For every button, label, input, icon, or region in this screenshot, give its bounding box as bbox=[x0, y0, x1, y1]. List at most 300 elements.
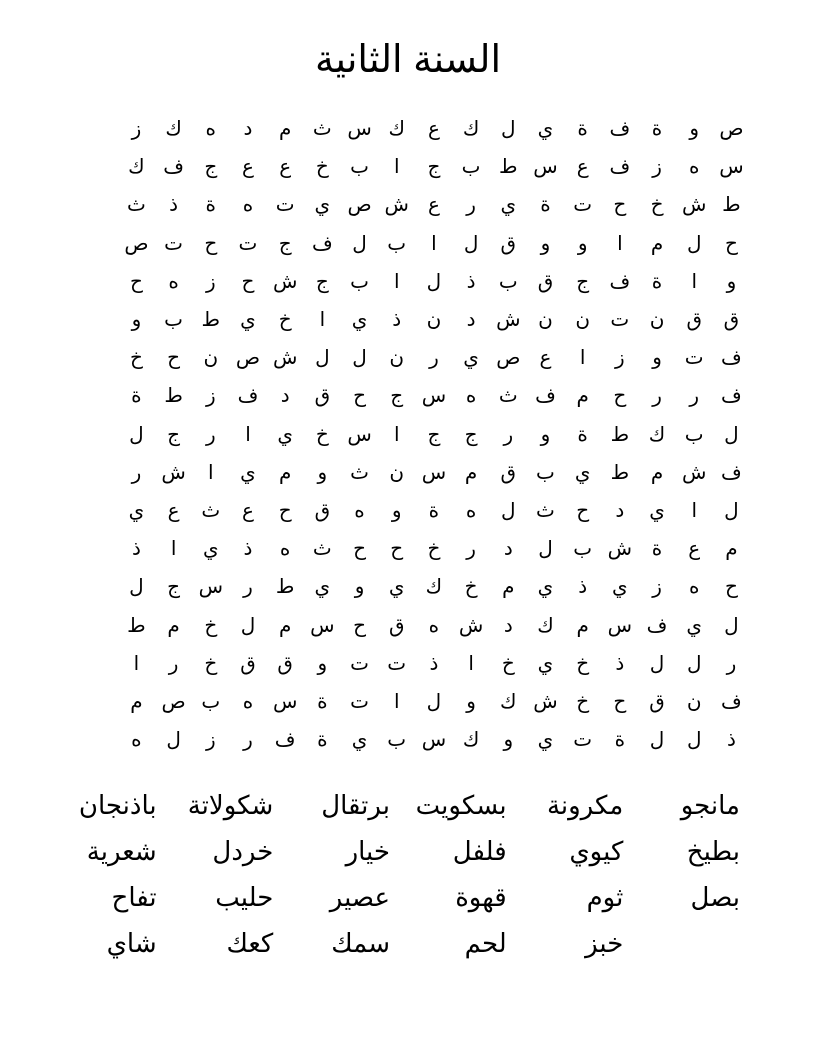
grid-letter: ج bbox=[204, 156, 218, 179]
grid-letter: ق bbox=[240, 652, 256, 675]
grid-letter: ش bbox=[607, 538, 633, 561]
grid-letter: ش bbox=[533, 690, 558, 713]
grid-letter: ز bbox=[205, 729, 216, 752]
grid-letter: و bbox=[391, 499, 402, 522]
grid-letter: ا bbox=[691, 270, 697, 293]
grid-letter: ر bbox=[429, 347, 439, 370]
grid-letter: و bbox=[652, 347, 662, 370]
grid-letter: ة bbox=[614, 729, 626, 752]
word-item: كيوي bbox=[569, 836, 624, 866]
grid-letter: ل bbox=[724, 423, 739, 446]
grid-letter: ج bbox=[390, 385, 404, 408]
grid-letter: ن bbox=[203, 347, 219, 370]
grid-letter: ن bbox=[575, 309, 590, 332]
grid-letter: ي bbox=[388, 576, 405, 599]
grid-letter: س bbox=[421, 461, 447, 484]
grid-letter: ز bbox=[205, 385, 216, 408]
grid-letter: س bbox=[272, 690, 298, 713]
word-item: عصير bbox=[329, 882, 390, 912]
grid-letter: خ bbox=[204, 614, 218, 637]
grid-letter: ع bbox=[242, 499, 254, 522]
grid-letter: خ bbox=[501, 652, 515, 675]
grid-letter: ج bbox=[278, 232, 292, 255]
grid-letter: ط bbox=[201, 309, 221, 332]
grid-letter: د bbox=[243, 118, 253, 141]
word-row bbox=[40, 920, 740, 966]
grid-letter: د bbox=[615, 499, 625, 522]
grid-letter: ق bbox=[314, 499, 331, 522]
grid-letter: و bbox=[503, 729, 514, 752]
grid-letter: ت bbox=[387, 652, 407, 675]
grid-row bbox=[80, 530, 750, 568]
grid-letter: ق bbox=[314, 385, 331, 408]
grid-row bbox=[80, 568, 750, 606]
grid-letter: ن bbox=[426, 309, 442, 332]
grid-letter: ا bbox=[208, 461, 214, 484]
grid-letter: ل bbox=[649, 652, 665, 675]
grid-letter: ش bbox=[161, 461, 186, 484]
grid-letter: خ bbox=[278, 309, 292, 332]
grid-letter: ه bbox=[688, 576, 700, 599]
grid-letter: ب bbox=[387, 729, 407, 752]
grid-letter: و bbox=[577, 232, 588, 255]
word-row bbox=[40, 782, 740, 828]
word-item: خبز bbox=[585, 928, 624, 958]
grid-letter: د bbox=[280, 385, 290, 408]
grid-letter: ه bbox=[242, 194, 254, 217]
grid-letter: ي bbox=[537, 652, 554, 675]
word-item: فلفل bbox=[452, 836, 507, 866]
word-item: مكرونة bbox=[546, 790, 624, 820]
word-item: تفاح bbox=[111, 882, 157, 912]
grid-letter: م bbox=[502, 576, 515, 599]
grid-letter: ث bbox=[312, 538, 332, 561]
grid-letter: ر bbox=[689, 385, 700, 408]
grid-letter: ه bbox=[242, 690, 254, 713]
grid-letter: ا bbox=[319, 309, 326, 332]
grid-letter: ذ bbox=[726, 729, 736, 752]
word-item: شاي bbox=[106, 928, 157, 958]
grid-letter: ه bbox=[428, 614, 440, 637]
grid-letter: ش bbox=[682, 194, 707, 217]
grid-letter: ذ bbox=[169, 194, 179, 217]
word-item: حليب bbox=[215, 882, 274, 912]
grid-letter: ث bbox=[498, 385, 518, 408]
grid-letter: د bbox=[503, 614, 513, 637]
word-list bbox=[40, 782, 740, 966]
grid-letter: ر bbox=[466, 194, 476, 217]
grid-letter: ا bbox=[393, 423, 400, 446]
grid-letter: ل bbox=[166, 729, 181, 752]
grid-letter: ر bbox=[466, 538, 476, 561]
grid-letter: ث bbox=[126, 194, 146, 217]
grid-letter: خ bbox=[576, 690, 590, 713]
grid-letter: س bbox=[607, 614, 633, 637]
grid-letter: ن bbox=[538, 309, 553, 332]
grid-letter: ب bbox=[164, 309, 183, 332]
grid-letter: ف bbox=[274, 729, 296, 752]
grid-letter: ة bbox=[577, 423, 588, 446]
grid-letter: ذ bbox=[578, 576, 588, 599]
grid-letter: د bbox=[466, 309, 476, 332]
grid-letter: ك bbox=[425, 576, 443, 599]
grid-letter: ص bbox=[719, 118, 744, 141]
grid-letter: ل bbox=[315, 347, 330, 370]
grid-letter: ج bbox=[167, 576, 181, 599]
grid-letter: ح bbox=[353, 538, 366, 561]
grid-letter: م bbox=[278, 614, 292, 637]
grid-letter: ب bbox=[498, 270, 518, 293]
grid-letter: ث bbox=[536, 499, 555, 522]
grid-letter: ي bbox=[537, 118, 554, 141]
grid-row bbox=[80, 225, 750, 263]
grid-letter: ق bbox=[388, 614, 405, 637]
grid-letter: ي bbox=[351, 309, 368, 332]
grid-letter: م bbox=[576, 385, 589, 408]
grid-letter: ن bbox=[389, 461, 405, 484]
grid-letter: ر bbox=[131, 461, 142, 484]
grid-letter: و bbox=[726, 270, 737, 293]
grid-letter: ك bbox=[537, 614, 554, 637]
grid-letter: ل bbox=[686, 652, 702, 675]
grid-letter: ة bbox=[577, 118, 588, 141]
word-item: بطيخ bbox=[686, 836, 740, 866]
grid-letter: ي bbox=[686, 614, 703, 637]
grid-letter: ة bbox=[651, 538, 663, 561]
grid-letter: ة bbox=[428, 499, 440, 522]
grid-letter: ف bbox=[311, 232, 333, 255]
page-title: السنة الثانية bbox=[314, 39, 502, 81]
grid-letter: ة bbox=[317, 729, 328, 752]
grid-letter: ة bbox=[317, 690, 328, 713]
grid-letter: ع bbox=[427, 194, 440, 217]
grid-letter: ب bbox=[461, 156, 481, 179]
grid-letter: ق bbox=[277, 652, 293, 675]
grid-letter: ق bbox=[500, 232, 517, 255]
word-item: برتقال bbox=[321, 790, 390, 820]
grid-letter: ي bbox=[314, 576, 331, 599]
grid-row bbox=[80, 606, 750, 644]
grid-letter: ك bbox=[165, 118, 182, 141]
grid-letter: ي bbox=[537, 729, 554, 752]
grid-letter: ف bbox=[163, 156, 184, 179]
grid-letter: م bbox=[650, 232, 664, 255]
grid-letter: ه bbox=[168, 270, 179, 293]
grid-letter: ر bbox=[243, 576, 253, 599]
word-row bbox=[40, 874, 740, 920]
grid-letter: ص bbox=[235, 347, 261, 370]
word-item: باذنجان bbox=[78, 790, 157, 820]
grid-row bbox=[80, 683, 750, 721]
grid-letter: ل bbox=[352, 232, 367, 255]
grid-letter: ر bbox=[243, 729, 253, 752]
grid-letter: ل bbox=[724, 499, 739, 522]
grid-letter: ش bbox=[496, 309, 521, 332]
grid-letter: ع bbox=[279, 156, 292, 179]
grid-letter: ه bbox=[131, 729, 142, 752]
grid-letter: ذ bbox=[243, 538, 253, 561]
grid-letter: ز bbox=[131, 118, 142, 141]
grid-letter: ن bbox=[686, 690, 702, 713]
grid-letter: ب bbox=[350, 156, 369, 179]
grid-letter: ة bbox=[131, 385, 142, 408]
grid-letter: ي bbox=[463, 347, 479, 370]
grid-letter: ه bbox=[465, 385, 477, 408]
grid-letter: ت bbox=[238, 232, 258, 255]
grid-letter: ل bbox=[129, 576, 144, 599]
grid-letter: م bbox=[464, 461, 478, 484]
grid-letter: ي bbox=[574, 461, 591, 484]
grid-letter: ش bbox=[458, 614, 484, 637]
grid-letter: س bbox=[198, 576, 223, 599]
grid-letter: ط bbox=[164, 385, 183, 408]
grid-row bbox=[80, 301, 750, 339]
word-item: قهوة bbox=[455, 882, 507, 912]
grid-letter: ط bbox=[499, 156, 518, 179]
grid-letter: ف bbox=[609, 118, 631, 141]
grid-row bbox=[80, 148, 750, 186]
grid-letter: و bbox=[540, 423, 551, 446]
grid-letter: ا bbox=[468, 652, 474, 675]
grid-letter: ا bbox=[431, 232, 437, 255]
grid-letter: ش bbox=[272, 347, 298, 370]
grid-letter: ق bbox=[500, 461, 517, 484]
word-item: ثوم bbox=[586, 882, 624, 912]
grid-letter: ف bbox=[237, 385, 259, 408]
grid-letter: ر bbox=[726, 652, 737, 675]
grid-letter: ا bbox=[393, 156, 400, 179]
grid-letter: س bbox=[421, 385, 447, 408]
grid-letter: ف bbox=[646, 614, 668, 637]
grid-letter: ا bbox=[133, 652, 140, 675]
grid-letter: ب bbox=[684, 423, 704, 446]
grid-letter: ر bbox=[503, 423, 514, 446]
grid-row bbox=[80, 416, 750, 454]
grid-letter: ي bbox=[351, 729, 368, 752]
grid-letter: ح bbox=[613, 690, 627, 713]
word-item: خردل bbox=[212, 836, 274, 866]
grid-letter: ي bbox=[277, 423, 293, 446]
grid-letter: ق bbox=[537, 270, 554, 293]
grid-letter: و bbox=[317, 652, 328, 675]
grid-letter: د bbox=[503, 538, 513, 561]
grid-letter: ط bbox=[127, 614, 146, 637]
grid-letter: ح bbox=[613, 194, 627, 217]
grid-letter: ح bbox=[390, 538, 404, 561]
grid-row bbox=[80, 454, 750, 492]
grid-letter: ت bbox=[573, 194, 593, 217]
grid-letter: ر bbox=[205, 423, 216, 446]
word-item: بسكويت bbox=[415, 790, 507, 820]
grid-letter: ه bbox=[279, 538, 291, 561]
grid-letter: ذ bbox=[392, 309, 402, 332]
grid-letter: ي bbox=[128, 499, 145, 522]
grid-letter: ل bbox=[724, 614, 739, 637]
grid-letter: ب bbox=[387, 232, 407, 255]
grid-letter: ح bbox=[278, 499, 292, 522]
grid-letter: ل bbox=[538, 538, 553, 561]
grid-letter: خ bbox=[204, 652, 218, 675]
grid-letter: خ bbox=[464, 576, 478, 599]
grid-letter: ف bbox=[721, 347, 742, 370]
grid-letter: ط bbox=[610, 461, 630, 484]
grid-letter: ه bbox=[205, 118, 217, 141]
grid-letter: ا bbox=[245, 423, 251, 446]
grid-letter: ي bbox=[612, 576, 628, 599]
grid-letter: ك bbox=[462, 118, 480, 141]
grid-letter: ج bbox=[315, 270, 329, 293]
grid-letter: ا bbox=[393, 270, 400, 293]
grid-letter: و bbox=[540, 232, 551, 255]
grid-letter: ة bbox=[651, 118, 663, 141]
grid-letter: ل bbox=[129, 423, 144, 446]
word-item: بصل bbox=[690, 882, 740, 912]
grid-letter: ل bbox=[649, 729, 665, 752]
grid-letter: ت bbox=[164, 232, 183, 255]
word-item: شكولاتة bbox=[187, 790, 274, 820]
word-item: كعك bbox=[226, 928, 274, 958]
word-item: شعرية bbox=[86, 836, 157, 866]
grid-row bbox=[80, 377, 750, 415]
grid-letter: ز bbox=[205, 270, 216, 293]
grid-letter: ا bbox=[691, 499, 697, 522]
grid-letter: خ bbox=[650, 194, 664, 217]
grid-letter: س bbox=[310, 614, 335, 637]
grid-row bbox=[80, 721, 750, 759]
word-item: لحم bbox=[464, 928, 507, 958]
grid-letter: ه bbox=[465, 499, 477, 522]
grid-letter: ج bbox=[167, 423, 181, 446]
letter-grid bbox=[80, 110, 750, 759]
grid-letter: م bbox=[130, 690, 143, 713]
grid-letter: ل bbox=[501, 499, 516, 522]
grid-letter: ت bbox=[350, 690, 369, 713]
grid-letter: ب bbox=[536, 461, 555, 484]
grid-letter: ت bbox=[684, 347, 704, 370]
grid-letter: م bbox=[650, 461, 664, 484]
grid-letter: ي bbox=[649, 499, 665, 522]
grid-letter: ك bbox=[462, 729, 480, 752]
grid-letter: ي bbox=[500, 194, 517, 217]
word-item: سمك bbox=[331, 928, 390, 958]
grid-letter: م bbox=[725, 538, 738, 561]
grid-letter: ي bbox=[314, 194, 331, 217]
grid-letter: ح bbox=[724, 576, 738, 599]
grid-letter: ر bbox=[652, 385, 662, 408]
grid-letter: ج bbox=[576, 270, 590, 293]
word-row bbox=[40, 828, 740, 874]
grid-letter: ث bbox=[312, 118, 332, 141]
grid-letter: ص bbox=[347, 194, 372, 217]
grid-letter: خ bbox=[427, 538, 441, 561]
grid-letter: ح bbox=[613, 385, 627, 408]
grid-letter: ر bbox=[168, 652, 179, 675]
grid-letter: م bbox=[278, 118, 292, 141]
grid-letter: ق bbox=[649, 690, 665, 713]
grid-letter: ن bbox=[389, 347, 405, 370]
grid-letter: ك bbox=[388, 118, 405, 141]
grid-letter: ذ bbox=[131, 538, 141, 561]
grid-row bbox=[80, 263, 750, 301]
grid-letter: ح bbox=[129, 270, 143, 293]
grid-letter: ت bbox=[275, 194, 295, 217]
grid-row bbox=[80, 186, 750, 224]
grid-letter: خ bbox=[315, 156, 329, 179]
grid-letter: ح bbox=[241, 270, 255, 293]
grid-letter: ث bbox=[350, 461, 369, 484]
grid-letter: خ bbox=[576, 652, 590, 675]
grid-letter: ف bbox=[721, 461, 742, 484]
grid-letter: ة bbox=[205, 194, 217, 217]
grid-letter: ت bbox=[350, 652, 369, 675]
grid-letter: ط bbox=[722, 194, 741, 217]
grid-letter: ت bbox=[610, 309, 630, 332]
grid-letter: م bbox=[576, 614, 589, 637]
grid-letter: ه bbox=[688, 156, 700, 179]
grid-row bbox=[80, 110, 750, 148]
grid-letter: ج bbox=[427, 156, 441, 179]
grid-letter: ل bbox=[686, 232, 702, 255]
grid-letter: ز bbox=[652, 156, 662, 179]
grid-letter: ح bbox=[353, 385, 366, 408]
grid-letter: و bbox=[466, 690, 476, 713]
grid-letter: ك bbox=[128, 156, 145, 179]
grid-letter: ز bbox=[652, 576, 662, 599]
grid-letter: ي bbox=[240, 461, 256, 484]
grid-letter: ن bbox=[649, 309, 665, 332]
grid-letter: ك bbox=[500, 690, 517, 713]
grid-letter: ذ bbox=[466, 270, 476, 293]
grid-letter: ع bbox=[167, 499, 180, 522]
grid-letter: ا bbox=[393, 690, 400, 713]
grid-letter: ع bbox=[576, 156, 589, 179]
grid-letter: ذ bbox=[615, 652, 625, 675]
grid-letter: ف bbox=[535, 385, 556, 408]
grid-letter: ط bbox=[610, 423, 630, 446]
grid-letter: ل bbox=[501, 118, 516, 141]
grid-letter: و bbox=[354, 576, 365, 599]
grid-letter: ل bbox=[463, 232, 479, 255]
grid-letter: ل bbox=[686, 729, 702, 752]
grid-letter: ح bbox=[167, 347, 181, 370]
grid-letter: ق bbox=[686, 309, 702, 332]
grid-letter: خ bbox=[129, 347, 143, 370]
grid-letter: ف bbox=[721, 385, 742, 408]
grid-letter: ق bbox=[723, 309, 740, 332]
grid-letter: ب bbox=[201, 690, 221, 713]
grid-letter: ي bbox=[202, 538, 219, 561]
grid-letter: ع bbox=[242, 156, 254, 179]
grid-row bbox=[80, 492, 750, 530]
grid-letter: ي bbox=[240, 309, 256, 332]
grid-letter: م bbox=[278, 461, 292, 484]
grid-letter: و bbox=[317, 461, 328, 484]
grid-letter: ل bbox=[352, 347, 367, 370]
grid-letter: س bbox=[347, 118, 372, 141]
grid-row bbox=[80, 339, 750, 377]
grid-letter: س bbox=[421, 729, 447, 752]
grid-letter: ذ bbox=[429, 652, 439, 675]
grid-letter: س bbox=[719, 156, 744, 179]
grid-letter: ج bbox=[427, 423, 441, 446]
grid-letter: ل bbox=[240, 614, 256, 637]
grid-letter: خ bbox=[315, 423, 329, 446]
grid-letter: ص bbox=[496, 347, 521, 370]
grid-letter: ا bbox=[579, 347, 586, 370]
grid-letter: ع bbox=[539, 347, 552, 370]
grid-letter: ص bbox=[161, 690, 186, 713]
grid-letter: ة bbox=[651, 270, 663, 293]
